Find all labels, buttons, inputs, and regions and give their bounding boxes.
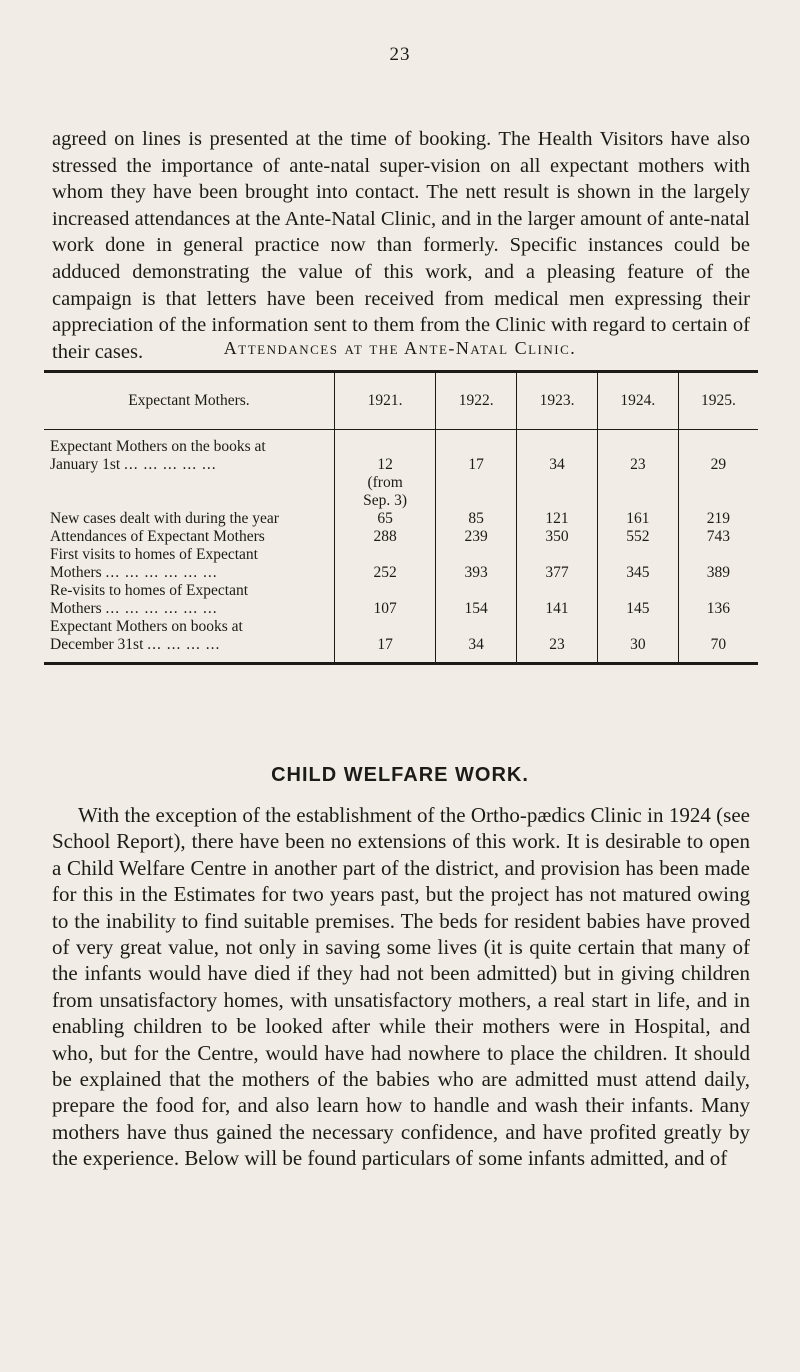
- table-row: [44, 430, 758, 663]
- cell-value: 377: [545, 564, 569, 581]
- cell-value: 107: [373, 600, 397, 617]
- cell-value: 29: [710, 456, 727, 473]
- child-welfare-text: With the exception of the establishment of the Ortho-pædics Clinic in 1924 (see School Report), there have been no extensions of this work. It is desirable to open a Child Welfare Centre in another part of the district, and provision has been made for this in the Estimates for two years past, but the project has not matured owing to the inability to find suitable premises. The beds for resident babies have proved of very great value, not only in saving some lives (it is quite certain that many of the infants would have died if they had not been admitted) but in giving children from unsatisfactory homes, with unsatisfactory mothers, a real start in life, and in enabling children to be looked after while their mothers were in Hospital, and who, but for the Centre, would have had nowhere to place the children. It should be explained that the mothers of the babies who are admitted must attend daily, prepare the food for, and also learn how to handle and wash their infants. Many mothers have thus gained the necessary confidence, and have profited greatly by the experience. Below will be found particulars of some infants admitted, and of: [52, 803, 750, 1171]
- cell-value: 345: [626, 564, 650, 581]
- cell-value: 34: [549, 456, 565, 473]
- row-label: Expectant Mothers on the books at: [50, 438, 266, 455]
- cell-value: 12: [377, 456, 393, 473]
- page-number: 23: [389, 44, 411, 65]
- cell-value: 393: [464, 564, 488, 581]
- cell-value: 30: [630, 636, 646, 653]
- cell-value: 23: [630, 456, 646, 473]
- child-welfare-paragraph: [52, 802, 750, 1172]
- intro-paragraph: agreed on lines is presented at the time of booking. The Health Visitors have also stressed the importance of ante-natal super-vision on all expectant mothers with whom they have been brought into contact. The nett result is shown in the largely increased attendances at the Ante-Natal Clinic, and in the larger amount of ante-natal work done in general practice now than formerly. Specific instances could be adduced demonstrating the value of this work, and a pleasing feature of the campaign is that letters have been received from medical men expressing their appreciation of the information sent to them from the Clinic with regard to certain of their cases.: [52, 128, 750, 363]
- cell-value: 17: [377, 636, 393, 653]
- leader-dots: ... ... ... ... ... ...: [105, 564, 218, 581]
- header-1924: 1924.: [597, 373, 678, 430]
- cell-value: 389: [706, 564, 730, 581]
- cell-value: 136: [706, 600, 730, 617]
- cell-note: Sep. 3): [363, 492, 408, 509]
- cell-value: 161: [626, 510, 650, 527]
- cell-value: 85: [468, 510, 484, 527]
- row-label: Expectant Mothers on books at: [50, 618, 243, 635]
- leader-dots: ... ... ... ... ... ...: [105, 600, 218, 617]
- header-expectant-mothers: Expectant Mothers.: [44, 373, 335, 430]
- cell-value: 252: [373, 564, 397, 581]
- cell-value: 17: [468, 456, 484, 473]
- row-label: January 1st: [50, 456, 121, 473]
- cell-value: 145: [626, 600, 650, 617]
- cell-value: 288: [373, 528, 397, 545]
- column-1921: [335, 430, 436, 663]
- row-label: First visits to homes of Expectant: [50, 546, 258, 563]
- cell-note: (from: [367, 474, 403, 491]
- row-label: Mothers: [50, 564, 102, 581]
- leader-dots: ... ... ... ... ...: [124, 456, 217, 473]
- cell-value: 34: [468, 636, 484, 653]
- cell-value: 239: [464, 528, 488, 545]
- cell-value: 552: [626, 528, 650, 545]
- header-1921: 1921.: [335, 373, 436, 430]
- column-1923: [517, 430, 598, 663]
- leader-dots: ... ... ... ...: [147, 636, 221, 653]
- cell-value: 350: [545, 528, 569, 545]
- cell-value: 121: [545, 510, 569, 527]
- header-1922: 1922.: [436, 373, 517, 430]
- section-heading: CHILD WELFARE WORK.: [271, 764, 529, 786]
- cell-value: 219: [706, 510, 730, 527]
- header-1923: 1923.: [517, 373, 598, 430]
- cell-value: 70: [710, 636, 727, 653]
- row-label: December 31st: [50, 636, 144, 653]
- column-1924: [597, 430, 678, 663]
- header-1925: 1925.: [678, 373, 758, 430]
- cell-value: 65: [377, 510, 393, 527]
- row-label: Attendances of Expectant Mothers: [50, 528, 265, 545]
- cell-value: 743: [706, 528, 730, 545]
- row-label: New cases dealt with during the year: [50, 510, 279, 527]
- column-1925: [678, 430, 758, 663]
- attendance-table: [44, 370, 758, 665]
- row-label: Mothers: [50, 600, 102, 617]
- cell-value: 154: [464, 600, 488, 617]
- row-label: Re-visits to homes of Expectant: [50, 582, 249, 599]
- cell-value: 23: [549, 636, 565, 653]
- column-1922: [436, 430, 517, 663]
- cell-value: 141: [545, 600, 569, 617]
- table-header-row: [44, 373, 758, 430]
- table-title: Attendances at the Ante-Natal Clinic.: [223, 338, 577, 358]
